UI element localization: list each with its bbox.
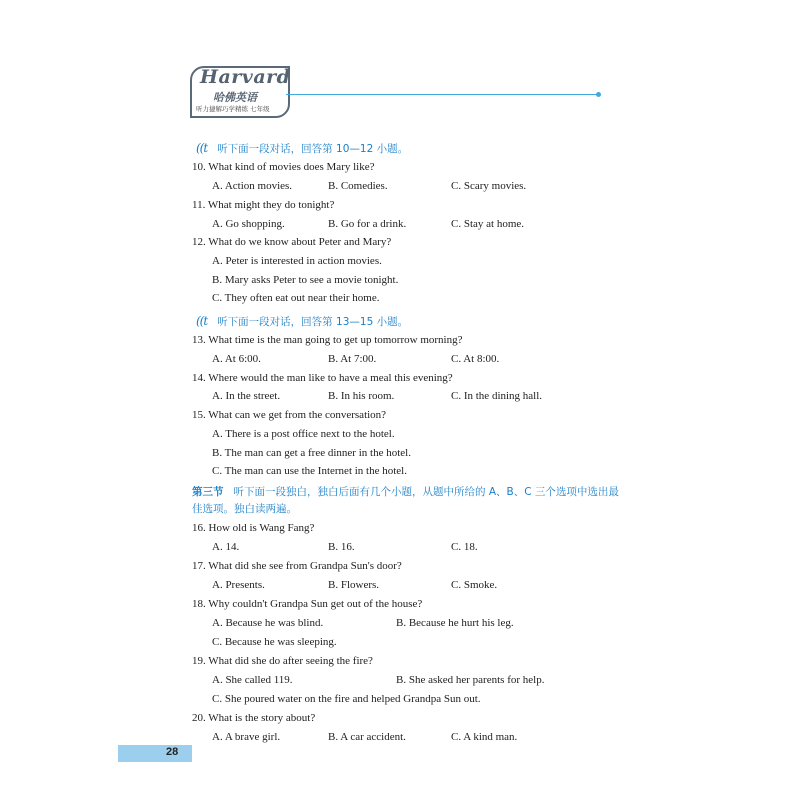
- option: C. They often eat out near their home.: [212, 292, 380, 304]
- section-3-label: 第三节: [192, 486, 224, 498]
- option: C. A kind man.: [451, 731, 518, 743]
- option: B. Flowers.: [328, 579, 380, 591]
- option: B. Comedies.: [328, 180, 388, 192]
- brand-chinese-title: 哈佛英语: [213, 91, 257, 104]
- option: C. The man can use the Internet in the hotel.: [212, 465, 407, 477]
- option: A. A brave girl.: [212, 731, 281, 743]
- option: B. Mary asks Peter to see a movie tonight.: [212, 274, 399, 286]
- question-18: 18. Why couldn't Grandpa Sun get out of the house?: [192, 598, 423, 610]
- option: A. Go shopping.: [212, 218, 285, 230]
- option: B. Go for a drink.: [328, 218, 407, 230]
- header-rule-dot: [596, 92, 601, 97]
- header-rule: [286, 94, 598, 95]
- option: A. Peter is interested in action movies.: [212, 255, 382, 267]
- option: A. She called 119.: [212, 674, 293, 686]
- option: A. At 6:00.: [212, 353, 261, 365]
- option: C. 18.: [451, 541, 478, 553]
- question-17: 17. What did she see from Grandpa Sun's door?: [192, 560, 402, 572]
- option: C. Smoke.: [451, 579, 498, 591]
- listening-icon: ((t: [196, 314, 208, 328]
- page-number: 28: [166, 746, 179, 758]
- option: A. There is a post office next to the hotel.: [212, 428, 395, 440]
- option: A. Because he was blind.: [212, 617, 324, 629]
- option: B. The man can get a free dinner in the hotel.: [212, 447, 411, 459]
- question-20: 20. What is the story about?: [192, 712, 316, 724]
- option: A. 14.: [212, 541, 240, 553]
- question-16: 16. How old is Wang Fang?: [192, 522, 315, 534]
- option: B. Because he hurt his leg.: [396, 617, 514, 629]
- option: A. Action movies.: [212, 180, 293, 192]
- section-instruction-13-15: [196, 314, 408, 329]
- question-11: 11. What might they do tonight?: [192, 199, 335, 211]
- page-number-bar: [118, 745, 192, 762]
- question-12: 12. What do we know about Peter and Mary?: [192, 236, 392, 248]
- section-instruction-10-12: [196, 141, 408, 156]
- option: A. In the street.: [212, 390, 281, 402]
- question-10: 10. What kind of movies does Mary like?: [192, 161, 375, 173]
- option: C. In the dining hall.: [451, 390, 543, 402]
- option: C. She poured water on the fire and helped Grandpa Sun out.: [212, 693, 481, 705]
- option: B. In his room.: [328, 390, 395, 402]
- option: B. A car accident.: [328, 731, 406, 743]
- section-instruction-text: 听下面一段对话，回答第 10—12 小题。: [217, 143, 409, 155]
- option: C. At 8:00.: [451, 353, 500, 365]
- section-3-instruction: [192, 484, 622, 518]
- section-instruction-text: 听下面一段对话，回答第 13—15 小题。: [217, 316, 409, 328]
- option: C. Because he was sleeping.: [212, 636, 337, 648]
- option: B. At 7:00.: [328, 353, 377, 365]
- brand-title: Harvard: [200, 66, 291, 88]
- option: A. Presents.: [212, 579, 265, 591]
- option: C. Stay at home.: [451, 218, 525, 230]
- listening-icon: ((t: [196, 141, 208, 155]
- question-13: 13. What time is the man going to get up tomorrow morning?: [192, 334, 463, 346]
- book-subtitle: 听力捷解巧学精练 七年级: [196, 105, 270, 113]
- option: C. Scary movies.: [451, 180, 527, 192]
- question-14: 14. Where would the man like to have a meal this evening?: [192, 372, 453, 384]
- question-15: 15. What can we get from the conversation?: [192, 409, 387, 421]
- option: B. She asked her parents for help.: [396, 674, 545, 686]
- option: B. 16.: [328, 541, 355, 553]
- section-3-text: 听下面一段独白，独白后面有几个小题，从题中所给的 A、B、C 三个选项中选出最佳选项。独白读两遍。: [192, 486, 619, 515]
- question-19: 19. What did she do after seeing the fire?: [192, 655, 373, 667]
